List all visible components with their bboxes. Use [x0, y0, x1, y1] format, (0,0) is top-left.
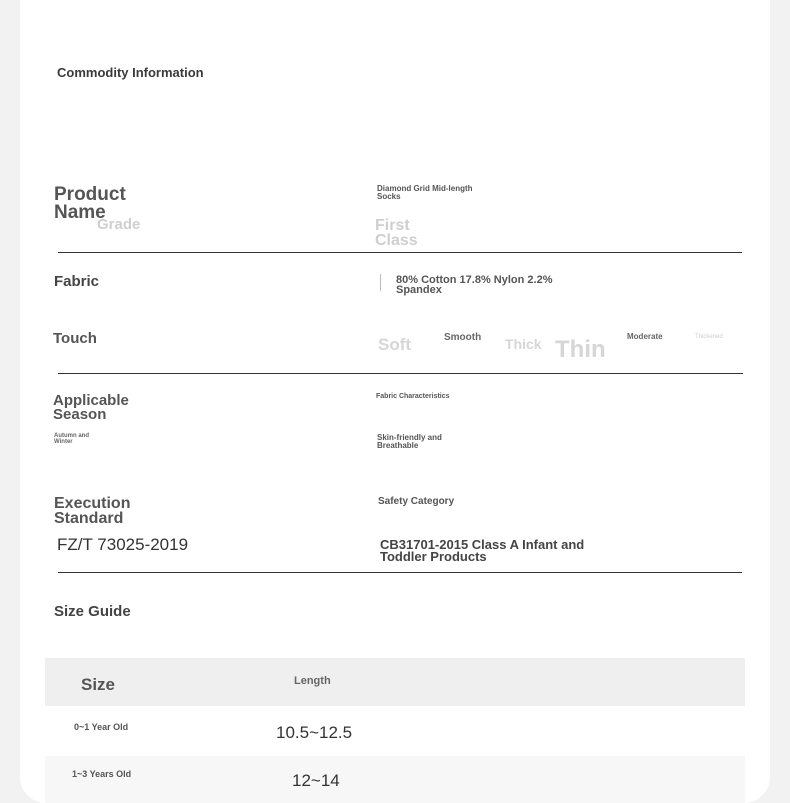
- season-label: Applicable Season: [53, 392, 129, 424]
- divider: [58, 252, 742, 253]
- touch-option-moderate: Moderate: [627, 332, 663, 341]
- touch-option-smooth: Smooth: [444, 332, 482, 343]
- row-size: 1~3 Years Old: [72, 769, 132, 779]
- fabric-value: 80% Cotton 17.8% Nylon 2.2% Spandex: [396, 274, 553, 297]
- season-value: Autumn and Winter: [54, 433, 89, 445]
- product-name-label: Product Name: [54, 184, 126, 224]
- grade-label: Grade: [97, 216, 141, 233]
- touch-option-soft: Soft: [378, 335, 412, 354]
- row-length: 12~14: [292, 771, 340, 790]
- divider: [58, 572, 742, 573]
- fabric-characteristics-label: Fabric Characteristics: [376, 393, 450, 400]
- safety-category-label: Safety Category: [378, 496, 455, 507]
- execution-standard-value: FZ/T 73025-2019: [57, 535, 189, 554]
- size-table-header: [45, 658, 745, 706]
- execution-standard-label: Execution Standard: [54, 495, 131, 528]
- fabric-label: Fabric: [54, 273, 100, 290]
- touch-option-thick: Thick: [505, 336, 542, 352]
- safety-category-value: CB31701-2015 Class A Infant and Toddler Products: [380, 537, 585, 565]
- touch-option-thickened: Thickened: [695, 334, 723, 340]
- size-guide-title: Size Guide: [54, 603, 131, 620]
- section-title: Commodity Information: [57, 65, 204, 80]
- length-header: Length: [294, 675, 331, 687]
- table-row: [45, 756, 745, 803]
- row-size: 0~1 Year Old: [74, 722, 129, 732]
- row-length: 10.5~12.5: [276, 723, 353, 742]
- size-header: Size: [81, 675, 116, 694]
- table-row: [45, 706, 745, 756]
- fabric-characteristics-value: Skin-friendly and Breathable: [377, 433, 442, 450]
- touch-option-thin: Thin: [555, 336, 606, 363]
- touch-label: Touch: [53, 330, 97, 347]
- grade-value: First Class: [375, 217, 418, 250]
- product-name-value: Diamond Grid Mid-length Socks: [377, 184, 473, 201]
- fabric-cursor: [380, 274, 381, 291]
- divider: [58, 373, 743, 374]
